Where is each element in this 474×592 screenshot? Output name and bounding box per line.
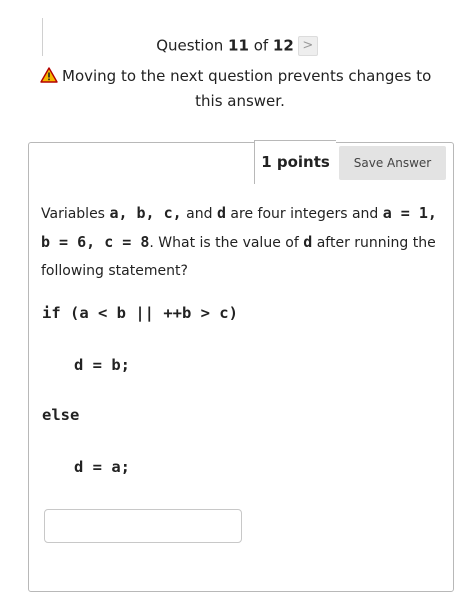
question-text-part: after running the following statement? bbox=[41, 235, 436, 279]
question-text bbox=[41, 199, 446, 285]
total-question-count: 12 bbox=[272, 36, 294, 55]
question-of-label: of bbox=[248, 36, 273, 55]
code-line-else: else bbox=[42, 406, 80, 424]
points-label: 1 points bbox=[254, 140, 336, 184]
warning-text-line2: this answer. bbox=[195, 92, 285, 110]
current-question-number: 11 bbox=[228, 36, 249, 55]
warning-triangle-icon bbox=[40, 67, 58, 83]
question-text-part: Variables bbox=[41, 206, 110, 222]
question-text-part: . What is the value of bbox=[149, 235, 304, 251]
save-answer-button[interactable]: Save Answer bbox=[339, 146, 446, 180]
question-label: Question bbox=[156, 36, 229, 55]
next-question-button[interactable] bbox=[298, 36, 318, 56]
chevron-right-icon: > bbox=[302, 38, 314, 53]
question-navigation bbox=[0, 36, 474, 56]
warning-text-line1: Moving to the next question prevents changes to bbox=[62, 67, 432, 85]
code-line-if: if (a < b || ++b > c) bbox=[42, 304, 238, 322]
code-line-assign-a: d = a; bbox=[74, 458, 130, 476]
variable-d: d bbox=[303, 233, 313, 251]
navigation-warning bbox=[40, 64, 450, 114]
code-line-assign-b: d = b; bbox=[74, 356, 130, 374]
variable-d: d bbox=[216, 204, 226, 222]
question-text-part: are four integers and bbox=[225, 206, 383, 222]
answer-input[interactable] bbox=[44, 509, 242, 543]
variables-list: a, b, c, bbox=[109, 204, 182, 222]
question-text-part: and bbox=[181, 206, 217, 222]
variable-assignments: a = 1, b = 6, c = 8 bbox=[41, 204, 437, 251]
